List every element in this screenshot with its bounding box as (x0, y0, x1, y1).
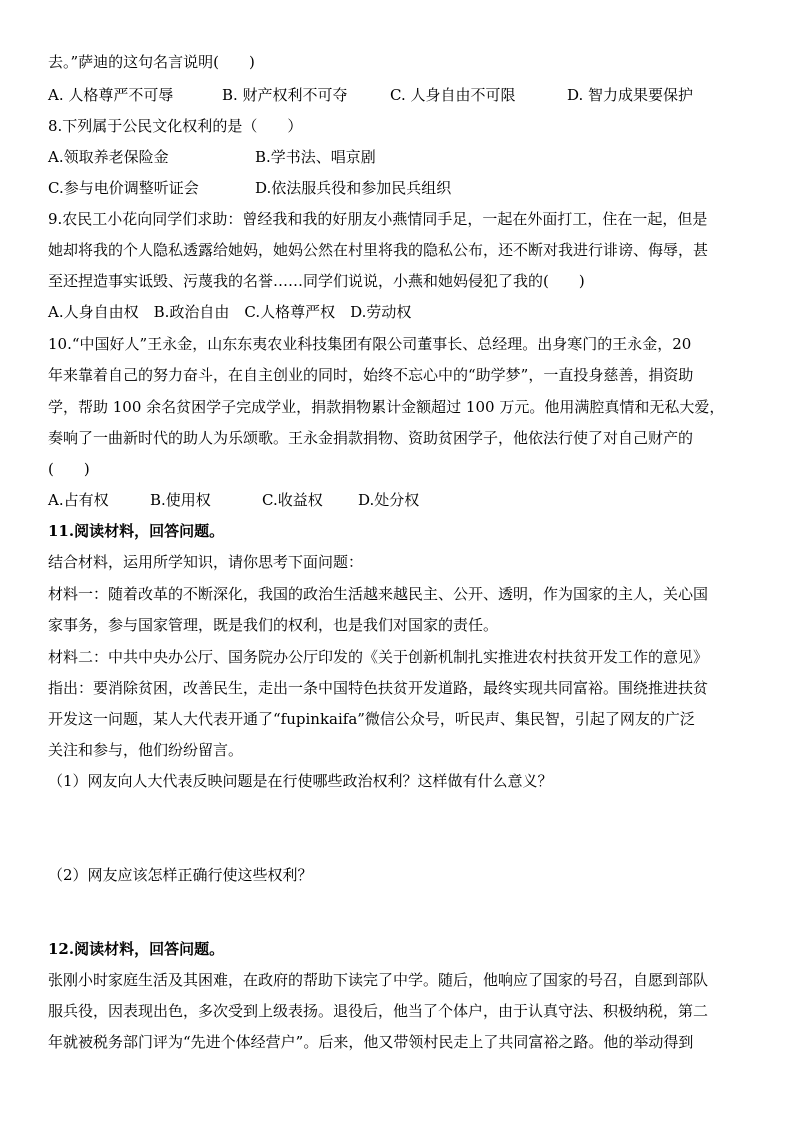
q9-options: A.人身自由权 B.政治自由 C.人格尊严权 D.劳动权 (48, 303, 412, 321)
q10-line-4: 奏响了一曲新时代的助人为乐颂歌。王永金捐款捐物、资助贫困学子，他依法行使了对自己财产的 (48, 429, 694, 447)
q8-option-d: D.依法服兵役和参加民兵组织 (255, 179, 452, 197)
q10-option-d: D.处分权 (358, 491, 420, 509)
q10-line-5: ( ) (48, 460, 90, 478)
q8-option-a: A.领取养老保险金 (48, 148, 169, 166)
q11-material-2-line-3: 开发这一问题，某人大代表开通了“fupinkaifa”微信公众号，听民声、集民智，引起了网友的广泛 (48, 710, 695, 728)
q12-line-1: 张刚小时家庭生活及其困难，在政府的帮助下读完了中学。随后，他响应了国家的号召，自愿到部队 (48, 971, 709, 989)
q12-line-2: 服兵役，因表现出色，多次受到上级表扬。退役后，他当了个体户，由于认真守法、积极纳税，第二 (48, 1002, 709, 1020)
q11-material-2-line-2: 指出：要消除贫困，改善民生，走出一条中国特色扶贫开发道路，最终实现共同富裕。围绕推进扶贫 (48, 679, 709, 697)
q7-option-a: A. 人格尊严不可辱 (48, 86, 174, 104)
q10-option-b: B.使用权 (150, 491, 211, 509)
q9-line-3: 至还捏造事实诋毁、污蔑我的名誉……同学们说说，小燕和她妈侵犯了我的( ) (48, 272, 585, 290)
q11-sub-question-2: （2）网友应该怎样正确行使这些权利？ (48, 866, 313, 884)
q7-option-b: B. 财产权利不可夺 (222, 86, 348, 104)
q10-line-1: 10.“中国好人”王永金，山东东夷农业科技集团有限公司董事长、总经理。出身寒门的王永金，20 (48, 335, 692, 353)
q7-option-d: D. 智力成果要保护 (567, 86, 694, 104)
q9-line-2: 她却将我的个人隐私透露给她妈，她妈公然在村里将我的隐私公布，还不断对我进行诽谤、侮辱，甚 (48, 241, 709, 259)
q8-option-b: B.学书法、唱京剧 (255, 148, 376, 166)
q10-option-c: C.收益权 (262, 491, 323, 509)
q12-line-3: 年就被税务部门评为“先进个体经营户”。后来，他又带领村民走上了共同富裕之路。他的举动得到 (48, 1033, 694, 1051)
q10-option-a: A.占有权 (48, 491, 109, 509)
q11-material-2-line-4: 关注和参与，他们纷纷留言。 (48, 741, 244, 759)
q8-stem: 8.下列属于公民文化权利的是（ ） (48, 117, 303, 135)
q7-stem-tail: 去。”萨迪的这句名言说明( ) (48, 53, 255, 71)
q9-line-1: 9.农民工小花向同学们求助：曾经我和我的好朋友小燕情同手足，一起在外面打工，住在一起，但是 (48, 210, 708, 228)
q11-title: 11.阅读材料，回答问题。 (48, 522, 225, 540)
q11-intro: 结合材料，运用所学知识，请你思考下面问题： (48, 553, 364, 571)
q11-material-1-line-2: 家事务，参与国家管理，既是我们的权利，也是我们对国家的责任。 (48, 616, 499, 634)
q8-option-c: C.参与电价调整听证会 (48, 179, 199, 197)
q11-material-2-line-1: 材料二：中共中央办公厅、国务院办公厅印发的《关于创新机制扎实推进农村扶贫开发工作的意见》 (48, 648, 709, 666)
q12-title: 12.阅读材料，回答问题。 (48, 940, 225, 958)
q11-sub-question-1: （1）网友向人大代表反映问题是在行使哪些政治权利？这样做有什么意义？ (48, 772, 553, 790)
q10-line-3: 学，帮助 100 余名贫困学子完成学业，捐款捐物累计金额超过 100 万元。他用满腔真情和无私大爱， (48, 398, 725, 416)
q10-line-2: 年来靠着自己的努力奋斗，在自主创业的同时，始终不忘心中的“助学梦”，一直投身慈善，捐资助 (48, 366, 694, 384)
q7-option-c: C. 人身自由不可限 (390, 86, 516, 104)
q11-material-1-line-1: 材料一：随着改革的不断深化，我国的政治生活越来越民主、公开、透明，作为国家的主人，关心国 (48, 585, 709, 603)
